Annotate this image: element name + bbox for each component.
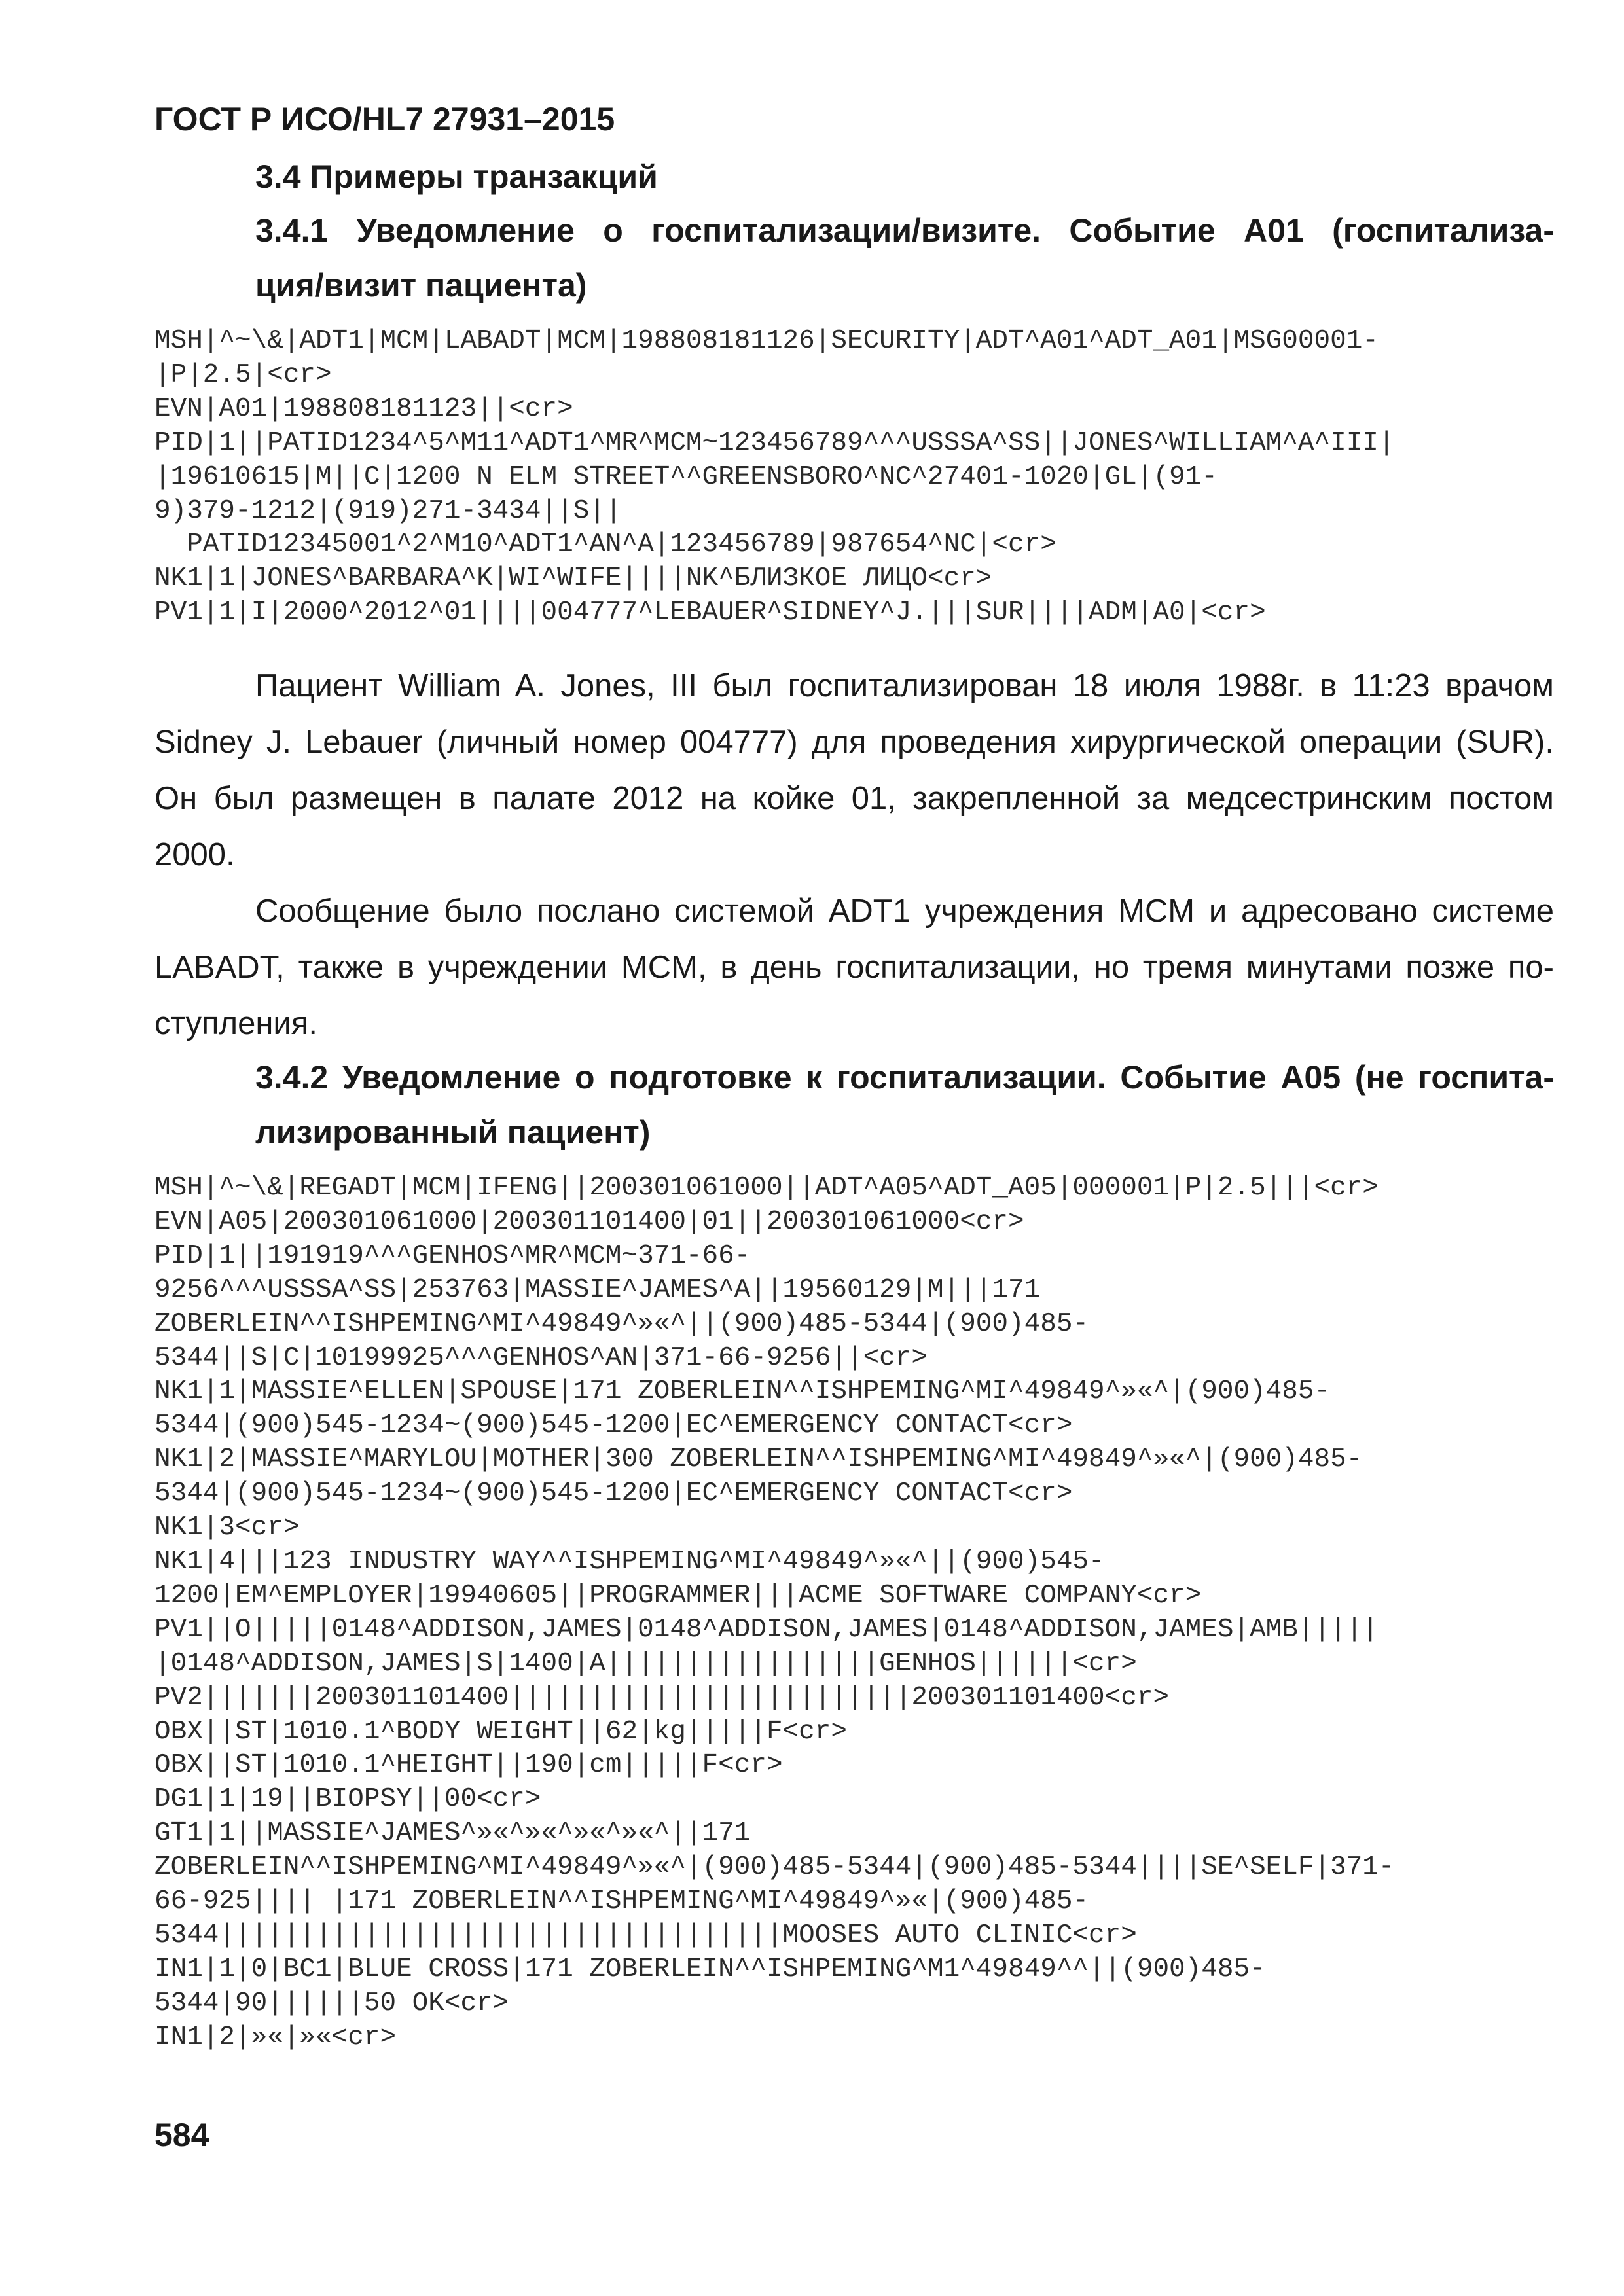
text-line: Пациент William A. Jones, III был госпитализирован 18 июля 1988г. в 11:23 врачом <box>255 668 1554 704</box>
code-line: GT1|1||MASSIE^JAMES^»«^»«^»«^»«^||171 <box>154 1818 751 1849</box>
code-line: 66-925|||| |171 ZOBERLEIN^^ISHPEMING^MI^49849^»«|(900)485- <box>154 1886 1089 1917</box>
code-line: NK1|2|MASSIE^MARYLOU|MOTHER|300 ZOBERLEIN^^ISHPEMING^MI^49849^»«^|(900)485- <box>154 1444 1363 1475</box>
code-line: MSH|^~\&|ADT1|MCM|LABADT|MCM|198808181126|SECURITY|ADT^A01^ADT_A01|MSG00001- <box>154 326 1379 356</box>
code-line: ZOBERLEIN^^ISHPEMING^MI^49849^»«^||(900)485-5344|(900)485- <box>154 1308 1089 1339</box>
subsection-heading-3-4-1 <box>154 203 1554 313</box>
code-line: NK1|1|MASSIE^ELLEN|SPOUSE|171 ZOBERLEIN^^ISHPEMING^MI^49849^»«^|(900)485- <box>154 1376 1331 1407</box>
hl7-message-a01 <box>154 325 1581 630</box>
hl7-message-a05 <box>154 1172 1581 2055</box>
code-line: PV2|||||||200301101400|||||||||||||||||||||||||200301101400<cr> <box>154 1682 1170 1713</box>
code-line: IN1|1|0|BC1|BLUE CROSS|171 ZOBERLEIN^^ISHPEMING^M1^49849^^||(900)485- <box>154 1954 1266 1984</box>
code-line: 5344|(900)545-1234~(900)545-1200|EC^EMERGENCY CONTACT<cr> <box>154 1479 1073 1509</box>
code-line: |P|2.5|<cr> <box>154 359 332 390</box>
code-line: OBX||ST|1010.1^BODY WEIGHT||62|kg|||||F<cr> <box>154 1716 847 1747</box>
text-line: LABADT, также в учреждении MCM, в день госпитализации, но тремя минутами позже по- <box>154 950 1554 985</box>
code-line: 9)379-1212|(919)271-3434||S|| <box>154 495 622 526</box>
code-line: PV1||O|||||0148^ADDISON,JAMES|0148^ADDISON,JAMES|0148^ADDISON,JAMES|AMB||||| <box>154 1614 1379 1645</box>
code-line: OBX||ST|1010.1^HEIGHT||190|cm|||||F<cr> <box>154 1750 783 1781</box>
code-line: EVN|A01|198808181123||<cr> <box>154 393 573 424</box>
code-line: MSH|^~\&|REGADT|MCM|IFENG||200301061000||ADT^A05^ADT_A05|000001|P|2.5|||<cr> <box>154 1173 1379 1203</box>
code-line: EVN|A05|200301061000|200301101400|01||200301061000<cr> <box>154 1206 1024 1237</box>
subsection-title-line: 3.4.1 Уведомление о госпитализации/визите. Событие A01 (госпитализа- <box>255 212 1554 249</box>
code-line: 1200|EM^EMPLOYER|19940605||PROGRAMMER|||ACME SOFTWARE COMPANY<cr> <box>154 1580 1202 1611</box>
code-line: NK1|4|||123 INDUSTRY WAY^^ISHPEMING^MI^49849^»«^||(900)545- <box>154 1546 1105 1577</box>
body-text <box>154 658 1554 1052</box>
text-line: 2000. <box>154 837 235 872</box>
code-line: PID|1||191919^^^GENHOS^MR^MCM~371-66- <box>154 1240 751 1271</box>
subsection-heading-3-4-2 <box>154 1050 1554 1160</box>
code-line: 5344||S|C|10199925^^^GENHOS^AN|371-66-9256||<cr> <box>154 1342 928 1373</box>
code-line: IN1|2|»«|»«<cr> <box>154 2022 397 2053</box>
code-line: 5344|||||||||||||||||||||||||||||||||||MOOSES AUTO CLINIC<cr> <box>154 1920 1137 1950</box>
paragraph-patient-admission <box>154 658 1554 883</box>
text-line: Он был размещен в палате 2012 на койке 01, закрепленной за медсестринским постом <box>154 781 1554 816</box>
code-line: |0148^ADDISON,JAMES|S|1400|A|||||||||||||||||GENHOS||||||<cr> <box>154 1648 1137 1679</box>
code-line: ZOBERLEIN^^ISHPEMING^MI^49849^»«^|(900)485-5344|(900)485-5344||||SE^SELF|371- <box>154 1852 1395 1883</box>
code-line: NK1|1|JONES^BARBARA^K|WI^WIFE||||NK^БЛИЗКОЕ ЛИЦО<cr> <box>154 564 992 594</box>
text-line: Sidney J. Lebauer (личный номер 004777) для проведения хирургической операции (SUR). <box>154 725 1554 760</box>
document-header: ГОСТ Р ИСО/HL7 27931–2015 <box>154 101 615 137</box>
subsection-title-line: 3.4.2 Уведомление о подготовке к госпитализации. Событие A05 (не госпита- <box>255 1059 1554 1096</box>
text-line: Сообщение было послано системой ADT1 учреждения MCM и адресовано системе <box>255 893 1554 929</box>
code-line: 9256^^^USSSA^SS|253763|MASSIE^JAMES^A||19560129|M|||171 <box>154 1274 1041 1305</box>
section-title: 3.4 Примеры транзакций <box>255 158 658 195</box>
code-line: 5344|(900)545-1234~(900)545-1200|EC^EMERGENCY CONTACT<cr> <box>154 1410 1073 1441</box>
code-line: PATID12345001^2^M10^ADT1^AN^A|123456789|987654^NC|<cr> <box>154 529 1056 560</box>
subsection-title-line: ция/визит пациента) <box>255 267 587 304</box>
subsection-title-line: лизированный пациент) <box>255 1114 651 1151</box>
paragraph-message-routing <box>154 883 1554 1052</box>
code-line: 5344|90||||||50 OK<cr> <box>154 1988 509 2018</box>
code-line: PV1|1|I|2000^2012^01||||004777^LEBAUER^SIDNEY^J.|||SUR||||ADM|A0|<cr> <box>154 598 1266 628</box>
page-number: 584 <box>154 2117 209 2153</box>
code-line: PID|1||PATID1234^5^M11^ADT1^MR^MCM~123456789^^^USSSA^SS||JONES^WILLIAM^A^III| <box>154 427 1395 458</box>
code-line: DG1|1|19||BIOPSY||00<cr> <box>154 1784 541 1815</box>
code-line: NK1|3<cr> <box>154 1513 300 1543</box>
code-line: |19610615|M||C|1200 N ELM STREET^^GREENSBORO^NC^27401-1020|GL|(91- <box>154 461 1218 492</box>
text-line: ступления. <box>154 1006 317 1041</box>
